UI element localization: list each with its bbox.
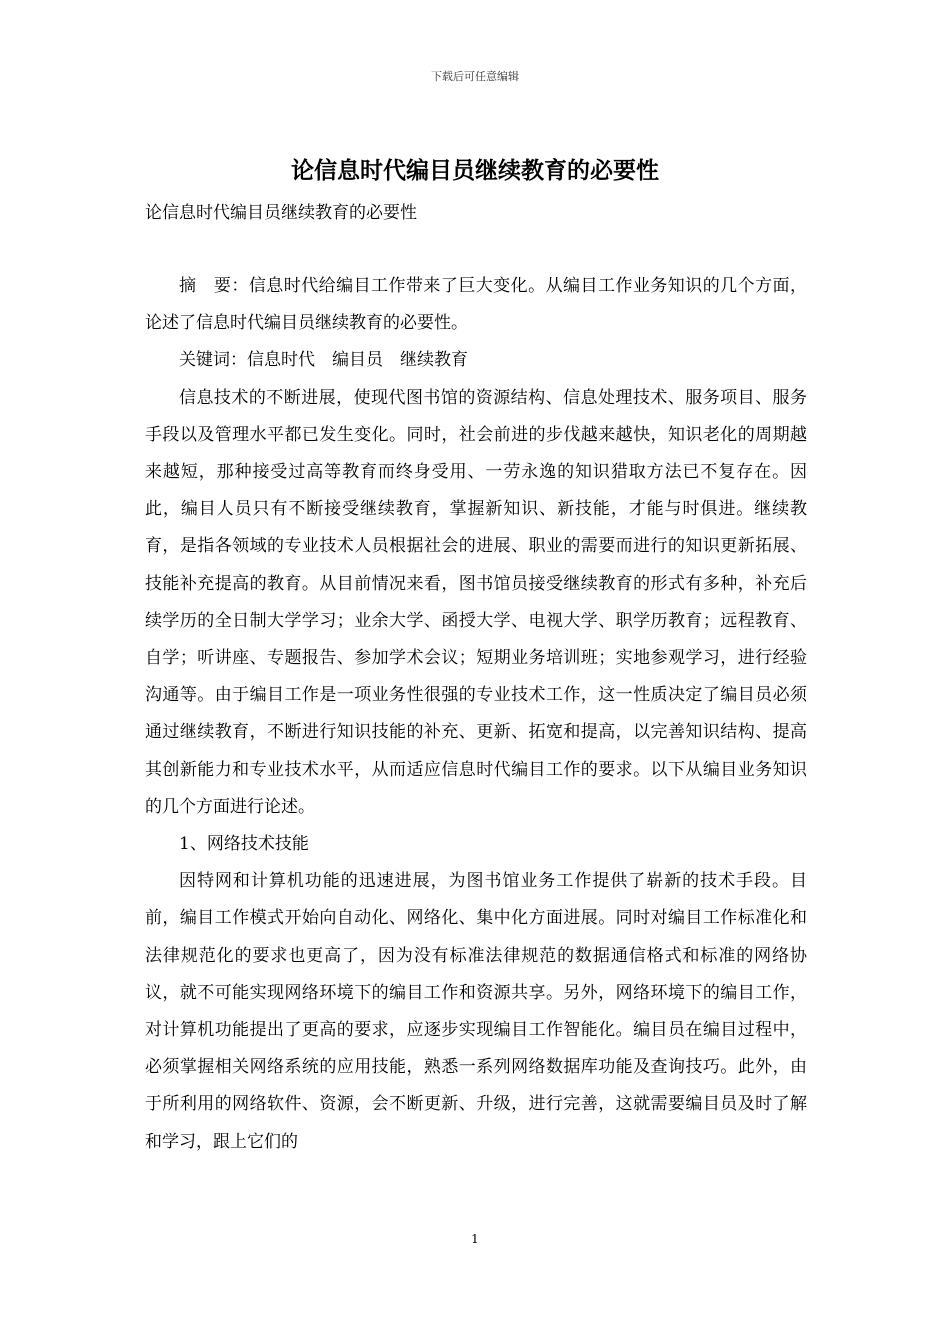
- document-body: [145, 268, 807, 1161]
- abstract-paragraph: 摘 要：信息时代给编目工作带来了巨大变化。从编目工作业务知识的几个方面，论述了信息时代编目员继续教育的必要性。: [145, 276, 807, 334]
- document-title: 论信息时代编目员继续教育的必要性: [291, 157, 659, 184]
- document-subtitle: 论信息时代编目员继续教育的必要性: [145, 203, 417, 223]
- page-header: 下载后可任意编辑: [431, 70, 519, 83]
- body-paragraph: 信息技术的不断进展，使现代图书馆的资源结构、信息处理技术、服务项目、服务手段以及管理水平都已发生变化。同时，社会前进的步伐越来越快，知识老化的周期越来越短，那种接受过高等教育而终身受用、一劳永逸的知识猎取方法已不复存在。因此，编目人员只有不断接受继续教育，掌握新知识、新技能，才能与时俱进。继续教育，是指各领域的专业技术人员根据社会的进展、职业的需要而进行的知识更新拓展、技能补充提高的教育。从目前情况来看，图书馆员接受继续教育的形式有多种，补充后续学历的全日制大学学习；业余大学、函授大学、电视大学、职学历教育；远程教育、自学；听讲座、专题报告、参加学术会议；短期业务培训班；实地参观学习，进行经验沟通等。由于编目工作是一项业务性很强的专业技术工作，这一性质决定了编目员必须通过继续教育，不断进行知识技能的补充、更新、拓宽和提高，以完善知识结构、提高其创新能力和专业技术水平，从而适应信息时代编目工作的要求。以下从编目业务知识的几个方面进行论述。: [145, 387, 807, 817]
- keywords-paragraph: 关键词：信息时代 编目员 继续教育: [179, 350, 468, 371]
- page-number: 1: [471, 1232, 479, 1246]
- body-paragraph: 因特网和计算机功能的迅速进展，为图书馆业务工作提供了崭新的技术手段。目前，编目工作模式开始向自动化、网络化、集中化方面进展。同时对编目工作标准化和法律规范化的要求也更高了，因为没有标准法律规范的数据通信格式和标准的网络协议，就不可能实现网络环境下的编目工作和资源共享。另外，网络环境下的编目工作，对计算机功能提出了更高的要求，应逐步实现编目工作智能化。编目员在编目过程中，必须掌握相关网络系统的应用技能，熟悉一系列网络数据库功能及查询技巧。此外，由于所利用的网络软件、资源，会不断更新、升级，进行完善，这就需要编目员及时了解和学习，跟上它们的: [145, 871, 807, 1152]
- section-heading: 1、网络技术技能: [179, 834, 309, 855]
